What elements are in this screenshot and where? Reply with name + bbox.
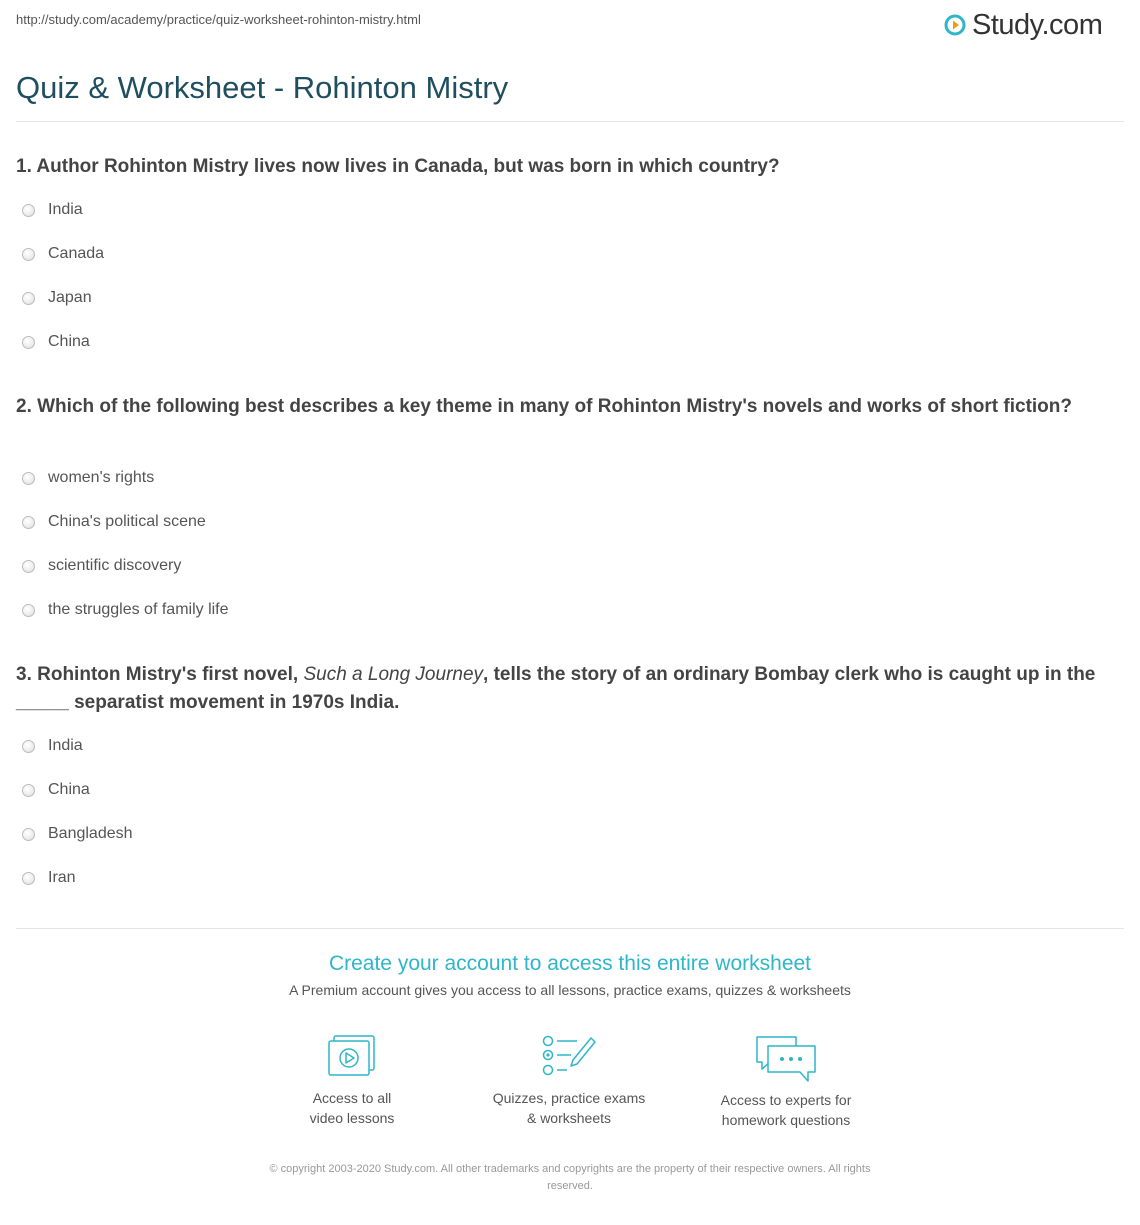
answer-option[interactable] <box>22 867 76 889</box>
feature-quizzes <box>469 1034 669 1128</box>
cta-divider <box>16 928 1124 929</box>
novel-title: Such a Long Journey <box>303 664 484 685</box>
feature-label-line: homework questions <box>721 1112 851 1128</box>
play-circle-icon <box>944 14 966 36</box>
feature-label-line: video lessons <box>309 1110 395 1126</box>
answer-label: scientific discovery <box>48 557 182 574</box>
question-1: 1. Author Rohinton Mistry lives now lives in Canada, but was born in which country? <box>16 156 780 177</box>
feature-video-lessons <box>252 1034 452 1128</box>
radio-button[interactable] <box>22 472 35 485</box>
question-3-text-start: 3. Rohinton Mistry's first novel, <box>16 664 304 685</box>
radio-button[interactable] <box>22 740 35 753</box>
answer-option[interactable] <box>22 823 133 845</box>
radio-button[interactable] <box>22 560 35 573</box>
radio-button[interactable] <box>22 248 35 261</box>
answer-label: women's rights <box>48 469 155 486</box>
question-2: 2. Which of the following best describes a key theme in many of Rohinton Mistry's novels and works of short fiction? <box>16 396 1072 417</box>
answer-label: Bangladesh <box>48 825 133 842</box>
answer-label: China <box>48 781 90 798</box>
radio-button[interactable] <box>22 336 35 349</box>
feature-label <box>469 1088 669 1128</box>
question-3-text-end: , tells the story of an ordinary Bombay clerk who is caught up in the _____ separatist movement in 1970s India. <box>16 664 1096 713</box>
answer-option[interactable] <box>22 287 92 309</box>
page-title: Quiz & Worksheet - Rohinton Mistry <box>16 70 509 105</box>
logo-text: Study.com <box>972 8 1103 41</box>
feature-label-line: Access to all <box>312 1090 392 1106</box>
question-3 <box>16 661 1116 717</box>
feature-label-line: Quizzes, practice exams <box>492 1090 646 1106</box>
answer-label: China's political scene <box>48 513 206 530</box>
answer-label: Canada <box>48 245 105 262</box>
footer-line: © copyright 2003-2020 Study.com. All other trademarks and copyrights are the property of their respective owners. All rights <box>269 1163 871 1175</box>
page-url: http://study.com/academy/practice/quiz-worksheet-rohinton-mistry.html <box>16 12 421 27</box>
copyright-footer <box>210 1161 930 1195</box>
answer-option[interactable] <box>22 735 83 757</box>
study-logo[interactable] <box>944 8 1102 42</box>
feature-label-line: & worksheets <box>526 1110 612 1126</box>
answer-option[interactable] <box>22 511 206 533</box>
quiz-checklist-icon <box>541 1034 597 1078</box>
cta-subtitle: A Premium account gives you access to all lessons, practice exams, quizzes & worksheets <box>289 982 851 998</box>
answer-label: India <box>48 201 83 218</box>
radio-button[interactable] <box>22 828 35 841</box>
answer-label: India <box>48 737 83 754</box>
answer-label: China <box>48 333 90 350</box>
feature-label <box>252 1088 452 1128</box>
radio-button[interactable] <box>22 784 35 797</box>
footer-line: reserved. <box>547 1180 593 1192</box>
answer-option[interactable] <box>22 599 229 621</box>
answer-label: Japan <box>48 289 92 306</box>
answer-option[interactable] <box>22 555 181 577</box>
feature-experts <box>686 1034 886 1130</box>
answer-label: Iran <box>48 869 76 886</box>
radio-button[interactable] <box>22 204 35 217</box>
radio-button[interactable] <box>22 292 35 305</box>
radio-button[interactable] <box>22 872 35 885</box>
video-lessons-icon <box>326 1034 378 1078</box>
radio-button[interactable] <box>22 516 35 529</box>
answer-option[interactable] <box>22 779 90 801</box>
cta-title[interactable]: Create your account to access this entire worksheet <box>328 952 812 975</box>
chat-bubbles-icon <box>754 1034 818 1086</box>
answer-option[interactable] <box>22 199 83 221</box>
answer-option[interactable] <box>22 467 154 489</box>
answer-option[interactable] <box>22 331 90 353</box>
answer-label: the struggles of family life <box>48 601 229 618</box>
feature-label <box>686 1090 886 1130</box>
answer-option[interactable] <box>22 243 104 265</box>
title-divider <box>16 121 1124 122</box>
feature-label-line: Access to experts for <box>720 1092 852 1108</box>
radio-button[interactable] <box>22 604 35 617</box>
